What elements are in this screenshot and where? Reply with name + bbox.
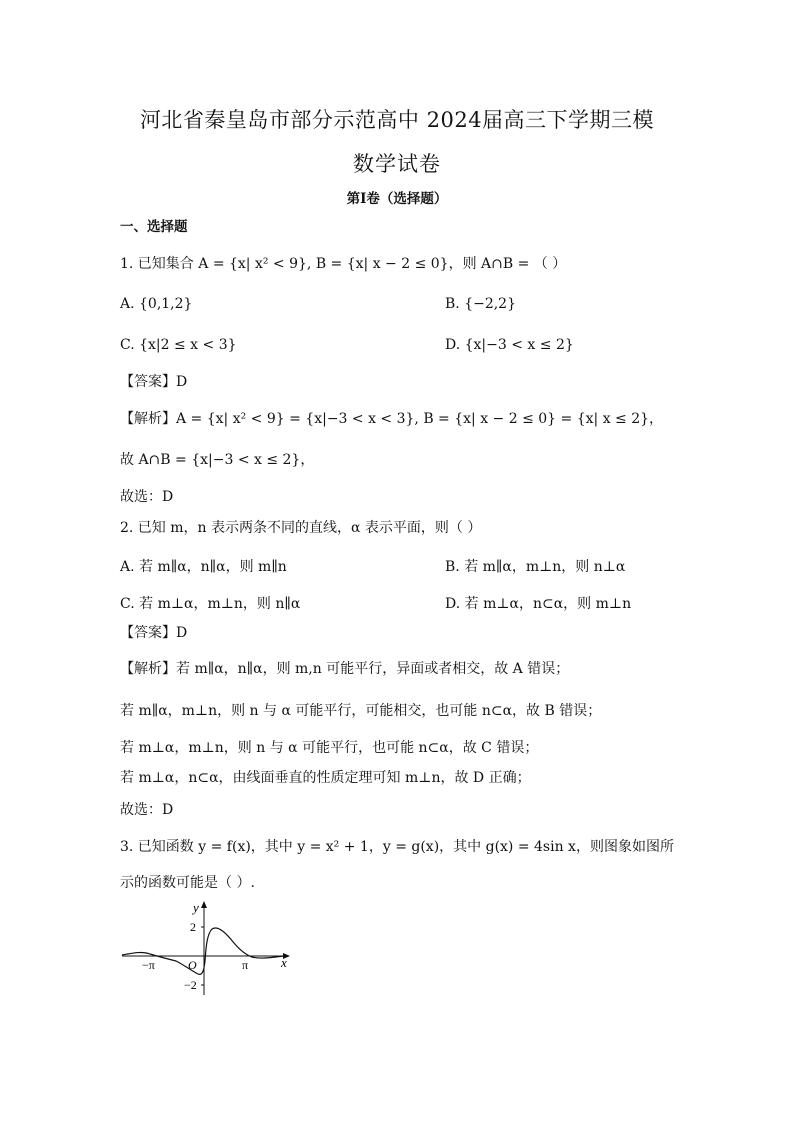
function-graph (118, 899, 294, 999)
page-title: 河北省秦皇岛市部分示范高中 2024届高三下学期三模 (139, 108, 655, 132)
q2-analysis-line4: 若 m⊥α，n⊂α，由线面垂直的性质定理可知 m⊥n，故 D 正确； (120, 770, 531, 786)
q1-analysis-line2: 故 A∩B = {x|−3 < x ≤ 2}， (120, 452, 315, 468)
q2-analysis-line2: 若 m∥α，m⊥n，则 n 与 α 可能平行，可能相交，也可能 n⊂α，故 B 错误； (120, 703, 602, 719)
q1-analysis-line1: 【解析】A = {x| x² < 9} = {x|−3 < x < 3}, B = {x| x − 2 ≤ 0} = {x| x ≤ 2}， (120, 411, 664, 427)
q1-option-c: C. {x|2 ≤ x < 3} (120, 337, 237, 353)
section-heading: 一、选择题 (120, 219, 188, 235)
q2-option-c: C. 若 m⊥α，m⊥n，则 n∥α (120, 596, 301, 612)
q2-stem: 2. 已知 m，n 表示两条不同的直线，α 表示平面，则（ ） (120, 520, 482, 536)
q1-conclusion: 故选：D (120, 489, 174, 505)
q2-answer: 【答案】D (120, 625, 188, 641)
q2-conclusion: 故选：D (120, 802, 174, 818)
y-tick-label-neg2: −2 (184, 978, 197, 992)
q3-stem-line2: 示的函数可能是（ ）. (120, 875, 255, 891)
q1-option-d: D. {x|−3 < x ≤ 2} (445, 337, 574, 353)
page-subtitle: 数学试卷 (353, 152, 441, 176)
q3-stem-line1: 3. 已知函数 y = f(x)，其中 y = x² + 1，y = g(x)，其中 g(x) = 4sin x，则图象如图所 (120, 839, 674, 855)
y-tick-label-2: 2 (190, 920, 196, 934)
q2-option-b: B. 若 m∥α，m⊥n，则 n⊥α (445, 559, 626, 575)
q1-option-b: B. {−2,2} (445, 296, 516, 312)
q2-analysis-line1: 【解析】若 m∥α，n∥α，则 m,n 可能平行，异面或者相交，故 A 错误； (120, 661, 570, 677)
q1-option-a: A. {0,1,2} (120, 296, 193, 312)
x-axis-label: x (281, 955, 287, 970)
x-tick-label-pi: π (242, 958, 249, 972)
y-axis-arrow (201, 901, 207, 908)
q1-answer: 【答案】D (120, 374, 188, 390)
q1-stem: 1. 已知集合 A = {x| x² < 9}, B = {x| x − 2 ≤ 0}，则 A∩B = （ ） (120, 256, 567, 272)
origin-label: O (188, 958, 197, 972)
x-tick-label-neg-pi: −π (142, 958, 155, 972)
volume-heading: 第Ⅰ卷（选择题） (346, 191, 448, 207)
y-axis-label: y (193, 900, 199, 915)
q2-option-a: A. 若 m∥α，n∥α，则 m∥n (120, 559, 287, 575)
q2-option-d: D. 若 m⊥α，n⊂α，则 m⊥n (445, 596, 632, 612)
q2-analysis-line3: 若 m⊥α，m⊥n，则 n 与 α 可能平行，也可能 n⊂α，故 C 错误； (120, 740, 539, 756)
